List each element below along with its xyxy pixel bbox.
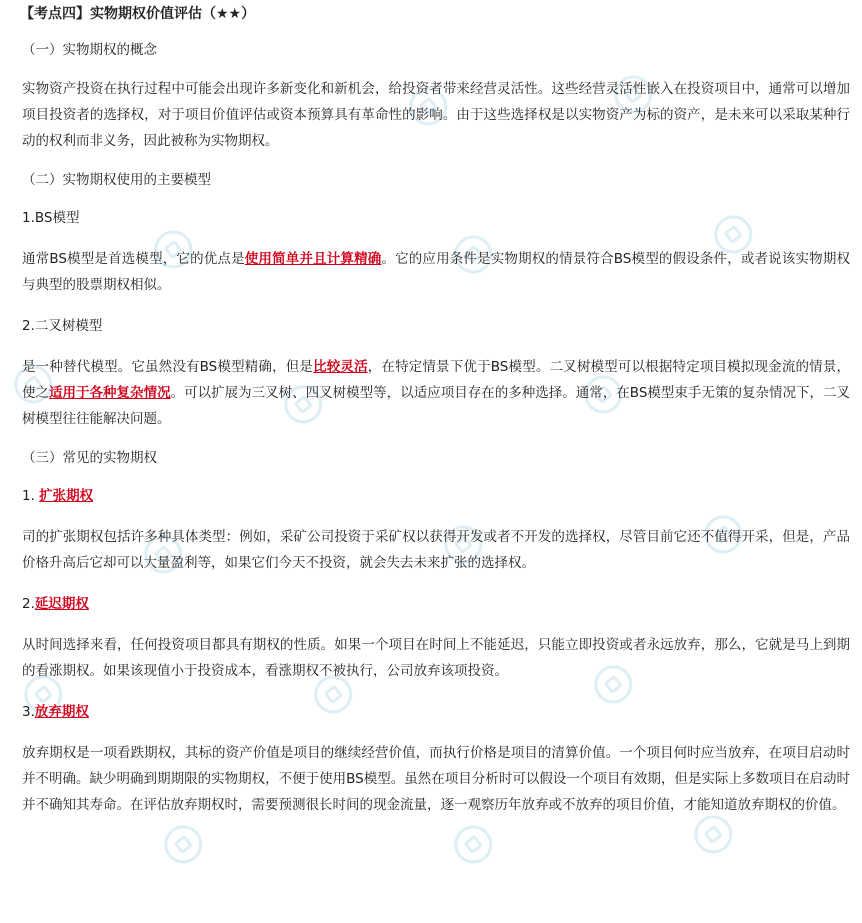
subheading-bs-model: 1.BS模型 (22, 210, 80, 226)
bs-highlight: 使用简单并且计算精确 (244, 251, 382, 267)
bs-text-b: 。它的应用条件是实物期权的情景符合BS模型的假设条件，或者说该实物期权与典型的股票期权相似。 (22, 251, 851, 293)
delay-paragraph: 从时间选择来看，任何投资项目都具有期权的性质。如果一个项目在时间上不能延迟，只能立即投资或者永远放弃，那么，它就是马上到期的看涨期权。如果该现值小于投资成本，看涨期权不被执行，公司放弃该项投资。 (22, 637, 850, 679)
subheading-expansion-option (22, 486, 854, 506)
subheading-abandon-option (22, 702, 854, 722)
expansion-paragraph: 司的扩张期权包括许多种具体类型：例如，采矿公司投资于采矿权以获得开发或者不开发的选择权，尽管目前它还不值得开采，但是，产品价格升高后它却可以大量盈利等，如果它们今天不投资，就会失去未来扩张的选择权。 (22, 529, 850, 571)
delay-number: 2. (22, 596, 35, 612)
expansion-highlight: 扩张期权 (39, 488, 94, 504)
section-heading-concept: （一）实物期权的概念 (22, 42, 157, 58)
bs-text-a: 通常BS模型是首选模型，它的优点是 (22, 251, 245, 267)
abandon-number: 3. (22, 704, 35, 720)
subheading-delay-option (22, 594, 854, 614)
binomial-text-b: ，在特定情景下优于BS模型。二叉树模型可以根据特定项目模拟现金流的情景，使之 (22, 359, 851, 401)
abandon-paragraph: 放弃期权是一项看跌期权，其标的资产价值是项目的继续经营价值，而执行价格是项目的清算价值。一个项目何时应当放弃，在项目启动时并不明确。缺少明确到期期限的实物期权，不便于使用BS模型。虽然在项目分析时可以假设一个项目有效期，但是实际上多数项目在启动时并不确知其寿命。在评估放弃期权时，需要预测很长时间的现金流量，逐一观察历年放弃或不放弃的项目价值，才能知道放弃期权的价值。 (22, 745, 850, 813)
binomial-highlight-complex: 适用于各种复杂情况 (49, 385, 171, 401)
binomial-model-paragraph (22, 354, 850, 432)
subheading-binomial-model: 2.二叉树模型 (22, 318, 103, 334)
abandon-highlight: 放弃期权 (34, 704, 89, 720)
bs-model-paragraph (22, 246, 850, 298)
binomial-text-a: 是一种替代模型。它虽然没有BS模型精确，但是 (22, 359, 314, 375)
expansion-number: 1. (22, 488, 40, 504)
concept-paragraph: 实物资产投资在执行过程中可能会出现许多新变化和新机会，给投资者带来经营灵活性。这些经营灵活性嵌入在投资项目中，通常可以增加项目投资者的选择权，对于项目价值评估或资本预算具有革命性的影响。由于这些选择权是以实物资产为标的资产，是未来可以采取某种行动的权利而非义务，因此被称为实物期权。 (22, 81, 850, 149)
binomial-highlight-flexible: 比较灵活 (313, 359, 368, 375)
binomial-text-c: 。可以扩展为三叉树、四叉树模型等，以适应项目存在的多种选择。通常，在BS模型束手无策的复杂情况下，二叉树模型往往能解决问题。 (22, 385, 851, 427)
page-title: 【考点四】实物期权价值评估（★★） (20, 6, 256, 22)
section-heading-models: （二）实物期权使用的主要模型 (22, 172, 211, 188)
delay-highlight: 延迟期权 (34, 596, 89, 612)
section-heading-common-options: （三）常见的实物期权 (22, 450, 157, 466)
